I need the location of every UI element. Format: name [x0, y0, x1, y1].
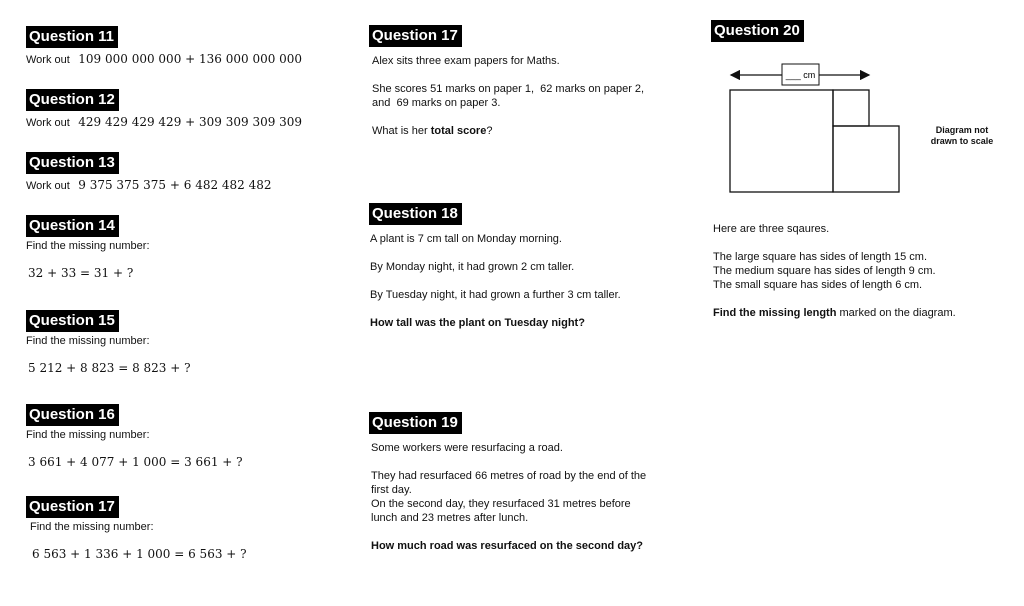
question-18 [369, 203, 679, 330]
paragraph: Here are three sqaures. [713, 223, 830, 235]
question-17-exam [369, 25, 679, 138]
paragraph: Alex sits three exam papers for Maths. [372, 55, 560, 67]
paragraph: On the second day, they resurfaced 31 metres before [371, 498, 631, 510]
question-13 [26, 152, 272, 194]
question-body [26, 113, 302, 131]
question-12 [26, 89, 302, 131]
question-prompt: What is her total score? [372, 125, 493, 137]
question-heading: Question 14 [26, 215, 119, 237]
paragraph: The large square has sides of length 15 cm. [713, 251, 928, 263]
instruction-text: Work out [26, 117, 70, 129]
question-prompt: Find the missing length marked on the diagram. [713, 307, 956, 319]
diagram-note: Diagram not drawn to scale [930, 125, 994, 146]
question-20 [711, 20, 804, 42]
question-heading: Question 17 [369, 25, 462, 47]
medium-square [833, 126, 899, 192]
paragraph: By Monday night, it had grown 2 cm taller. [370, 261, 575, 273]
instruction-text: Find the missing number: [26, 240, 150, 252]
question-heading: Question 11 [26, 26, 118, 48]
paragraph: The medium square has sides of length 9 cm. [713, 265, 936, 277]
squares-diagram [720, 58, 920, 198]
question-heading: Question 19 [369, 412, 462, 434]
question-heading: Question 18 [369, 203, 462, 225]
paragraph: Some workers were resurfacing a road. [371, 442, 563, 454]
math-equation: 32 + 33 = 31 + ? [28, 266, 134, 280]
question-prompt: How much road was resurfaced on the second day? [371, 540, 644, 552]
question-heading: Question 13 [26, 152, 119, 174]
instruction-text: Find the missing number: [30, 521, 154, 533]
question-17-missing-number [26, 496, 247, 562]
paragraph: and 69 marks on paper 3. [372, 97, 501, 109]
paragraph: By Tuesday night, it had grown a further 3 cm taller. [370, 289, 621, 301]
question-heading: Question 20 [711, 20, 804, 42]
paragraph: The small square has sides of length 6 cm. [713, 279, 923, 291]
paragraph: They had resurfaced 66 metres of road by the end of the [371, 470, 647, 482]
instruction-text: Find the missing number: [26, 335, 150, 347]
question-20-text [713, 222, 1013, 320]
question-heading: Question 15 [26, 310, 119, 332]
question-16 [26, 404, 243, 470]
paragraph: A plant is 7 cm tall on Monday morning. [370, 233, 562, 245]
question-15 [26, 310, 191, 376]
math-equation: 3 661 + 4 077 + 1 000 = 3 661 + ? [28, 455, 243, 469]
missing-length-label: ___ cm [785, 70, 816, 80]
question-heading: Question 16 [26, 404, 119, 426]
paragraph: She scores 51 marks on paper 1, 62 marks on paper 2, [372, 83, 645, 95]
question-14 [26, 215, 150, 281]
question-11 [26, 26, 302, 68]
math-expression: 109 000 000 000 + 136 000 000 000 [78, 52, 303, 66]
math-expression: 429 429 429 429 + 309 309 309 309 [78, 115, 303, 129]
math-expression: 9 375 375 375 + 6 482 482 482 [78, 178, 272, 192]
small-square [833, 90, 869, 126]
math-equation: 5 212 + 8 823 = 8 823 + ? [28, 361, 191, 375]
paragraph: first day. [371, 484, 412, 496]
large-square [730, 90, 833, 192]
instruction-text: Find the missing number: [26, 429, 150, 441]
instruction-text: Work out [26, 54, 70, 66]
question-heading: Question 12 [26, 89, 119, 111]
question-heading: Question 17 [26, 496, 119, 518]
instruction-text: Work out [26, 180, 70, 192]
question-body [26, 50, 302, 68]
question-19 [369, 412, 679, 553]
paragraph: lunch and 23 metres after lunch. [371, 512, 529, 524]
math-equation: 6 563 + 1 336 + 1 000 = 6 563 + ? [32, 547, 247, 561]
question-prompt: How tall was the plant on Tuesday night? [370, 317, 585, 329]
question-body [26, 176, 272, 194]
